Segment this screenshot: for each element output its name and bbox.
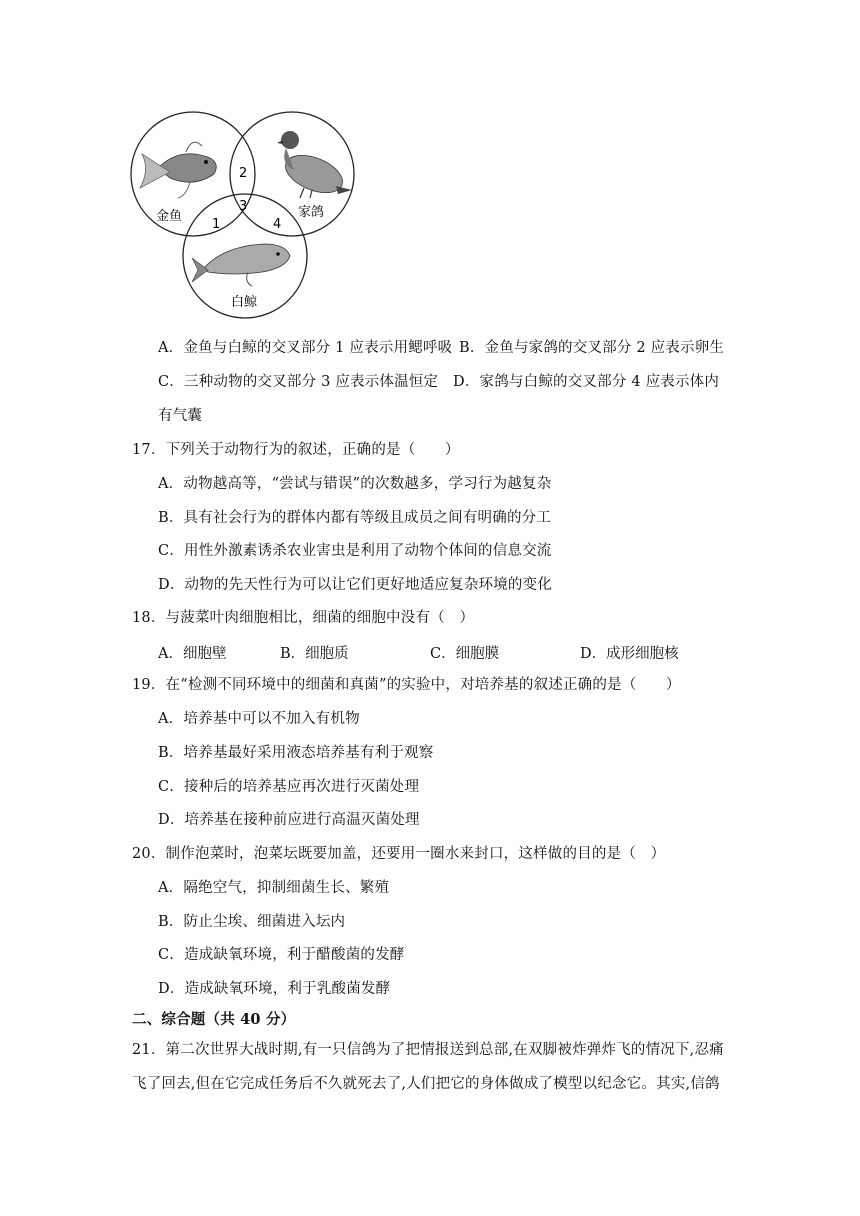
q16-option-d-cont: 有气囊 (158, 408, 203, 424)
q20-option-a: A．隔绝空气，抑制细菌生长、繁殖 (158, 880, 390, 896)
q20-option-b: B．防止尘埃、细菌进入坛内 (158, 914, 346, 930)
venn-region-1: 1 (212, 217, 221, 232)
q16-option-c: C．三种动物的交叉部分 3 应表示体温恒定 (158, 374, 439, 390)
q18-stem: 18．与菠菜叶肉细胞相比，细菌的细胞中没有（ ） (132, 610, 475, 626)
q19-option-d: D．培养基在接种前应进行高温灭菌处理 (158, 812, 420, 828)
venn-label-pigeon: 家鸽 (298, 205, 325, 220)
venn-region-3: 3 (239, 199, 248, 214)
q21-line-1: 21．第二次世界大战时期,有一只信鸽为了把情报送到总部,在双脚被炸弹炸飞的情况下,忍痛 (132, 1042, 724, 1058)
q18-option-a: A．细胞壁 (158, 646, 227, 662)
venn-region-4: 4 (273, 217, 282, 232)
q19-option-a: A．培养基中可以不加入有机物 (158, 711, 360, 727)
beluga-icon (192, 244, 290, 286)
q16-option-a (158, 338, 452, 358)
goldfish-icon (140, 142, 216, 198)
venn-diagram (128, 106, 388, 324)
venn-label-beluga: 白鲸 (231, 295, 258, 310)
q18-options (158, 642, 718, 662)
q20-option-c: C．造成缺氧环境，利于醋酸菌的发酵 (158, 947, 405, 963)
q16-option-a-text: A．金鱼与白鲸的交叉部分 1 应表示用鳃呼吸 (158, 340, 453, 356)
venn-region-2: 2 (239, 166, 248, 181)
q16-option-d: D．家鸽与白鲸的交叉部分 4 应表示体内 (453, 374, 720, 390)
q17-option-c: C．用性外激素诱杀农业害虫是利用了动物个体间的信息交流 (158, 543, 552, 559)
pigeon-icon (277, 131, 352, 200)
q19-option-c: C．接种后的培养基应再次进行灭菌处理 (158, 779, 420, 795)
q17-option-b: B．具有社会行为的群体内都有等级且成员之间有明确的分工 (158, 510, 552, 526)
q17-option-a: A．动物越高等，“尝试与错误”的次数越多，学习行为越复杂 (158, 476, 552, 492)
q18-option-d: D．成形细胞核 (580, 646, 679, 662)
venn-label-goldfish: 金鱼 (156, 209, 183, 224)
q18-option-b: B．细胞质 (280, 646, 349, 662)
section-title: 二、综合题（共 40 分） (132, 1011, 296, 1028)
q19-option-b: B．培养基最好采用液态培养基有利于观察 (158, 745, 434, 761)
q18-option-c: C．细胞膜 (430, 646, 500, 662)
q20-stem: 20．制作泡菜时，泡菜坛既要加盖，还要用一圈水来封口，这样做的目的是（ ） (132, 846, 666, 862)
q21-line-2: 飞了回去,但在它完成任务后不久就死去了,人们把它的身体做成了模型以纪念它。其实,信鸽 (132, 1076, 720, 1092)
q16-option-b: B．金鱼与家鸽的交叉部分 2 应表示卵生 (459, 340, 725, 356)
q17-option-d: D．动物的先天性行为可以让它们更好地适应复杂环境的变化 (158, 577, 553, 593)
q20-option-d: D．造成缺氧环境，利于乳酸菌发酵 (158, 981, 391, 997)
q17-stem: 17．下列关于动物行为的叙述，正确的是（ ） (132, 442, 460, 458)
q19-stem: 19．在“检测不同环境中的细菌和真菌”的实验中，对培养基的叙述正确的是（ ） (132, 677, 681, 693)
